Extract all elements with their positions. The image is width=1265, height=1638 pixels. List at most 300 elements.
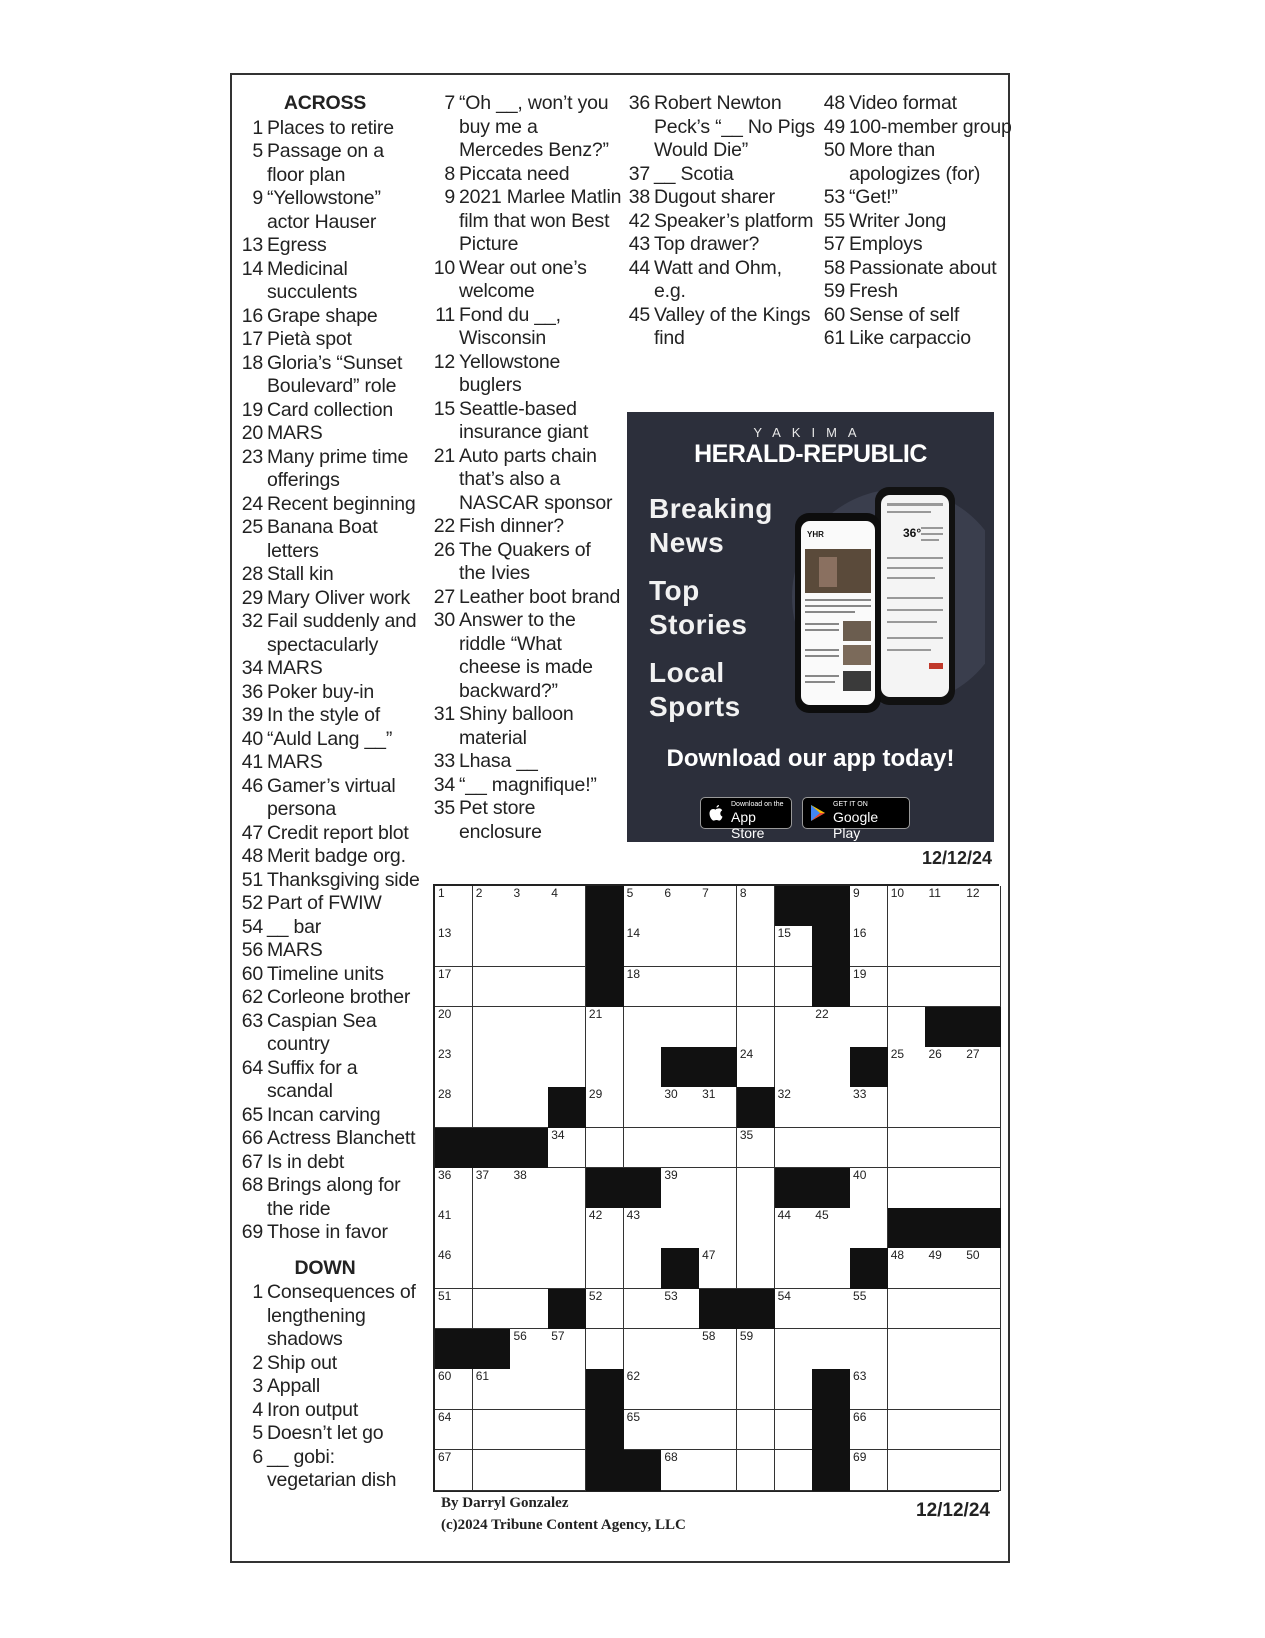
- grid-cell[interactable]: [888, 1087, 926, 1128]
- grid-cell[interactable]: [435, 1410, 473, 1451]
- across-clue-32[interactable]: [240, 610, 425, 657]
- cell-number: 57: [551, 1328, 565, 1343]
- grid-cell[interactable]: [435, 926, 473, 967]
- cell-number: 51: [438, 1288, 452, 1303]
- grid-cell[interactable]: [510, 1168, 548, 1209]
- grid-cell[interactable]: [888, 1410, 926, 1451]
- grid-cell[interactable]: [775, 1087, 813, 1128]
- cell-number: 59: [739, 1328, 754, 1343]
- grid-cell[interactable]: [473, 926, 511, 967]
- across-clue-25[interactable]: [240, 516, 425, 563]
- grid-cell[interactable]: [435, 1248, 473, 1289]
- cell-number: 15: [777, 926, 791, 941]
- app-store-badge[interactable]: [700, 797, 792, 841]
- grid-cell[interactable]: [850, 1087, 888, 1128]
- grid-cell[interactable]: [473, 1168, 511, 1209]
- grid-cell[interactable]: [775, 926, 813, 967]
- grid-cell[interactable]: [624, 1128, 662, 1169]
- grid-cell[interactable]: [737, 1208, 775, 1249]
- grid-cell[interactable]: [661, 1410, 699, 1451]
- grid-cell[interactable]: [548, 967, 586, 1008]
- grid-cell[interactable]: [510, 1047, 548, 1088]
- down-clue-50[interactable]: [822, 139, 1012, 186]
- grid-cell[interactable]: [435, 886, 473, 927]
- byline: By Darryl Gonzalez: [441, 1495, 569, 1511]
- grid-cell[interactable]: [888, 1369, 926, 1410]
- grid-cell[interactable]: [510, 1208, 548, 1249]
- grid-cell[interactable]: [925, 926, 963, 967]
- across-clue-68[interactable]: [240, 1174, 425, 1221]
- clue-number: 48: [241, 845, 263, 867]
- grid-cell[interactable]: [473, 967, 511, 1008]
- grid-cell[interactable]: [510, 1410, 548, 1451]
- down-clue-53[interactable]: [822, 186, 1012, 210]
- across-clue-62[interactable]: [240, 986, 425, 1010]
- across-clue-67[interactable]: [240, 1151, 425, 1175]
- grid-cell[interactable]: [435, 1007, 473, 1048]
- grid-cell[interactable]: [661, 1168, 699, 1209]
- across-clue-48[interactable]: [240, 845, 425, 869]
- grid-cell[interactable]: [510, 967, 548, 1008]
- grid-cell[interactable]: [963, 1410, 1001, 1451]
- grid-cell[interactable]: [963, 1128, 1001, 1169]
- clue-text: 2021 Marlee Matlin film that won Best Picture: [459, 186, 622, 255]
- grid-cell[interactable]: [925, 1369, 963, 1410]
- grid-cell[interactable]: [624, 1047, 662, 1088]
- grid-cell[interactable]: [925, 967, 963, 1008]
- grid-cell[interactable]: [510, 1450, 548, 1491]
- down-clue-9[interactable]: [432, 186, 622, 257]
- grid-cell[interactable]: [963, 1450, 1001, 1491]
- grid-cell[interactable]: [812, 1047, 850, 1088]
- grid-cell[interactable]: [699, 1410, 737, 1451]
- grid-cell[interactable]: [624, 1208, 662, 1249]
- grid-cell[interactable]: [548, 1128, 586, 1169]
- grid-cell[interactable]: [812, 1128, 850, 1169]
- grid-cell[interactable]: [888, 967, 926, 1008]
- grid-cell[interactable]: [737, 926, 775, 967]
- down-clue-60[interactable]: [822, 304, 1012, 328]
- herald-republic-ad[interactable]: [627, 412, 994, 842]
- grid-cell[interactable]: [850, 1289, 888, 1330]
- grid-cell[interactable]: [850, 967, 888, 1008]
- grid-cell[interactable]: [586, 1047, 624, 1088]
- grid-cell[interactable]: [775, 967, 813, 1008]
- grid-cell[interactable]: [775, 1329, 813, 1370]
- grid-cell[interactable]: [850, 1329, 888, 1370]
- grid-cell[interactable]: [624, 967, 662, 1008]
- across-clue-65[interactable]: [240, 1104, 425, 1128]
- clue-text: In the style of: [267, 704, 380, 726]
- grid-cell[interactable]: [850, 1450, 888, 1491]
- down-clue-2[interactable]: [240, 1352, 425, 1376]
- across-clue-28[interactable]: [240, 563, 425, 587]
- clue-text: Appall: [267, 1375, 321, 1397]
- across-clue-41[interactable]: [240, 751, 425, 775]
- grid-cell[interactable]: [473, 1450, 511, 1491]
- across-clue-51[interactable]: [240, 869, 425, 893]
- grid-cell[interactable]: [624, 926, 662, 967]
- grid-cell[interactable]: [737, 1369, 775, 1410]
- across-clue-9[interactable]: [240, 187, 425, 234]
- across-clue-46[interactable]: [240, 775, 425, 822]
- grid-cell[interactable]: [510, 1329, 548, 1370]
- grid-cell[interactable]: [699, 1007, 737, 1048]
- grid-cell[interactable]: [548, 1168, 586, 1209]
- down-clue-1[interactable]: [240, 1281, 425, 1352]
- grid-cell[interactable]: [699, 1087, 737, 1128]
- grid-cell[interactable]: [737, 1128, 775, 1169]
- across-clue-47[interactable]: [240, 822, 425, 846]
- grid-cell[interactable]: [510, 926, 548, 967]
- grid-cell[interactable]: [699, 1329, 737, 1370]
- down-clue-11[interactable]: [432, 304, 622, 351]
- grid-cell[interactable]: [963, 1168, 1001, 1209]
- grid-cell[interactable]: [737, 1329, 775, 1370]
- grid-cell[interactable]: [435, 1369, 473, 1410]
- grid-cell[interactable]: [925, 886, 963, 927]
- grid-cell[interactable]: [548, 1329, 586, 1370]
- grid-cell[interactable]: [850, 1168, 888, 1209]
- grid-cell[interactable]: [435, 1289, 473, 1330]
- grid-cell[interactable]: [510, 1289, 548, 1330]
- grid-cell[interactable]: [888, 1329, 926, 1370]
- down-clue-33[interactable]: [432, 750, 622, 774]
- grid-cell[interactable]: [963, 967, 1001, 1008]
- grid-cell[interactable]: [925, 1248, 963, 1289]
- down-clue-8[interactable]: [432, 163, 622, 187]
- grid-cell[interactable]: [888, 1047, 926, 1088]
- grid-cell[interactable]: [812, 1329, 850, 1370]
- grid-cell[interactable]: [510, 1007, 548, 1048]
- grid-cell[interactable]: [888, 1007, 926, 1048]
- across-clue-52[interactable]: [240, 892, 425, 916]
- clue-number: 20: [241, 422, 263, 444]
- down-clue-12[interactable]: [432, 351, 622, 398]
- grid-cell[interactable]: [737, 1410, 775, 1451]
- grid-cell[interactable]: [925, 1329, 963, 1370]
- clue-number: 53: [823, 186, 845, 208]
- down-clue-57[interactable]: [822, 233, 1012, 257]
- cell-number: 10: [890, 886, 905, 900]
- grid-cell[interactable]: [435, 1168, 473, 1209]
- down-clue-22[interactable]: [432, 515, 622, 539]
- clue-number: 56: [241, 939, 263, 961]
- grid-cell[interactable]: [850, 1007, 888, 1048]
- across-clue-19[interactable]: [240, 399, 425, 423]
- grid-cell[interactable]: [473, 1208, 511, 1249]
- grid-cell[interactable]: [548, 886, 586, 927]
- grid-cell[interactable]: [624, 1007, 662, 1048]
- grid-cell[interactable]: [699, 1369, 737, 1410]
- grid-cell[interactable]: [699, 1128, 737, 1169]
- grid-cell[interactable]: [888, 1128, 926, 1169]
- grid-cell[interactable]: [737, 1248, 775, 1289]
- grid-cell[interactable]: [473, 1007, 511, 1048]
- grid-cell[interactable]: [775, 1369, 813, 1410]
- grid-cell[interactable]: [888, 1248, 926, 1289]
- grid-cell[interactable]: [925, 1410, 963, 1451]
- cell-number: 24: [739, 1047, 754, 1062]
- down-clue-45[interactable]: [627, 304, 817, 351]
- across-clue-54[interactable]: [240, 916, 425, 940]
- google-play-badge[interactable]: [802, 797, 910, 841]
- across-clue-34[interactable]: [240, 657, 425, 681]
- across-clue-29[interactable]: [240, 587, 425, 611]
- grid-cell[interactable]: [775, 1450, 813, 1491]
- down-clue-31[interactable]: [432, 703, 622, 750]
- down-clue-37[interactable]: [627, 163, 817, 187]
- across-clue-20[interactable]: [240, 422, 425, 446]
- down-clue-55[interactable]: [822, 210, 1012, 234]
- grid-cell[interactable]: [850, 1208, 888, 1249]
- grid-cell[interactable]: [586, 1208, 624, 1249]
- grid-cell[interactable]: [624, 1289, 662, 1330]
- grid-cell[interactable]: [775, 1007, 813, 1048]
- grid-cell[interactable]: [435, 1087, 473, 1128]
- grid-cell[interactable]: [624, 1410, 662, 1451]
- grid-cell[interactable]: [548, 1047, 586, 1088]
- grid-cell[interactable]: [812, 1007, 850, 1048]
- grid-cell[interactable]: [737, 1007, 775, 1048]
- grid-cell[interactable]: [661, 886, 699, 927]
- grid-cell[interactable]: [586, 1128, 624, 1169]
- clue-text: Answer to the riddle “What cheese is made backward?”: [459, 609, 593, 702]
- clue-number: 37: [628, 162, 650, 185]
- grid-cell[interactable]: [661, 1208, 699, 1249]
- down-clue-6[interactable]: [240, 1446, 425, 1493]
- grid-cell[interactable]: [473, 1087, 511, 1128]
- grid-cell[interactable]: [624, 1369, 662, 1410]
- grid-cell[interactable]: [661, 926, 699, 967]
- grid-cell[interactable]: [775, 1047, 813, 1088]
- across-clue-60[interactable]: [240, 963, 425, 987]
- down-clue-58[interactable]: [822, 257, 1012, 281]
- grid-cell[interactable]: [473, 1248, 511, 1289]
- down-clue-3[interactable]: [240, 1375, 425, 1399]
- grid-cell[interactable]: [435, 1450, 473, 1491]
- grid-cell[interactable]: [850, 1410, 888, 1451]
- grid-cell[interactable]: [699, 1208, 737, 1249]
- across-clue-56[interactable]: [240, 939, 425, 963]
- grid-cell[interactable]: [661, 967, 699, 1008]
- down-clue-10[interactable]: [432, 257, 622, 304]
- grid-cell[interactable]: [586, 1248, 624, 1289]
- grid-cell[interactable]: [548, 1208, 586, 1249]
- grid-cell[interactable]: [661, 1007, 699, 1048]
- grid-cell[interactable]: [624, 1329, 662, 1370]
- grid-cell[interactable]: [963, 1047, 1001, 1088]
- grid-cell[interactable]: [624, 886, 662, 927]
- grid-cell[interactable]: [737, 1168, 775, 1209]
- grid-cell[interactable]: [548, 1410, 586, 1451]
- grid-cell[interactable]: [661, 1087, 699, 1128]
- grid-cell[interactable]: [925, 1289, 963, 1330]
- down-clue-5[interactable]: [240, 1422, 425, 1446]
- down-clue-27[interactable]: [432, 586, 622, 610]
- grid-cell[interactable]: [850, 886, 888, 927]
- across-clue-5[interactable]: [240, 140, 425, 187]
- grid-cell[interactable]: [435, 1208, 473, 1249]
- cell-number: 33: [853, 1087, 867, 1102]
- grid-cell[interactable]: [775, 1128, 813, 1169]
- grid-cell[interactable]: [699, 886, 737, 927]
- down-clue-26[interactable]: [432, 539, 622, 586]
- across-clue-64[interactable]: [240, 1057, 425, 1104]
- grid-cell[interactable]: [586, 1329, 624, 1370]
- clue-number: 38: [628, 186, 650, 208]
- grid-cell[interactable]: [699, 967, 737, 1008]
- grid-cell[interactable]: [963, 1248, 1001, 1289]
- across-clue-17[interactable]: [240, 328, 425, 352]
- across-clue-13[interactable]: [240, 234, 425, 258]
- grid-cell[interactable]: [473, 1410, 511, 1451]
- down-clue-43[interactable]: [627, 233, 817, 257]
- clue-number: 11: [435, 303, 455, 326]
- grid-cell[interactable]: [699, 1248, 737, 1289]
- grid-cell[interactable]: [473, 1369, 511, 1410]
- grid-cell[interactable]: [775, 1289, 813, 1330]
- cell-number: 44: [777, 1208, 791, 1223]
- grid-cell[interactable]: [548, 1369, 586, 1410]
- grid-cell[interactable]: [888, 1289, 926, 1330]
- grid-cell[interactable]: [737, 886, 775, 927]
- down-clue-44[interactable]: [627, 257, 817, 304]
- grid-cell[interactable]: [435, 1047, 473, 1088]
- ad-feature-top-stories: Top Stories: [649, 575, 748, 640]
- across-clue-39[interactable]: [240, 704, 425, 728]
- grid-cell[interactable]: [963, 1369, 1001, 1410]
- across-clue-14[interactable]: [240, 258, 425, 305]
- across-clue-63[interactable]: [240, 1010, 425, 1057]
- grid-cell[interactable]: [661, 1369, 699, 1410]
- clue-text: Pietà spot: [267, 328, 352, 350]
- grid-cell[interactable]: [888, 886, 926, 927]
- down-clue-61[interactable]: [822, 327, 1012, 351]
- down-clue-7[interactable]: [432, 92, 622, 163]
- grid-cell[interactable]: [737, 1450, 775, 1491]
- down-clue-34[interactable]: [432, 774, 622, 798]
- grid-cell[interactable]: [699, 926, 737, 967]
- grid-cell[interactable]: [548, 1450, 586, 1491]
- crossword-grid[interactable]: [433, 884, 999, 1492]
- clue-number: 62: [241, 986, 263, 1008]
- grid-cell[interactable]: [850, 926, 888, 967]
- grid-cell[interactable]: [775, 1208, 813, 1249]
- grid-cell[interactable]: [586, 1289, 624, 1330]
- grid-cell[interactable]: [925, 1450, 963, 1491]
- down-clue-38[interactable]: [627, 186, 817, 210]
- clue-number: 65: [241, 1103, 263, 1126]
- grid-cell[interactable]: [661, 1450, 699, 1491]
- grid-cell[interactable]: [661, 1289, 699, 1330]
- clue-text: “Get!”: [849, 186, 898, 208]
- grid-cell[interactable]: [737, 1047, 775, 1088]
- grid-cell[interactable]: [888, 926, 926, 967]
- down-clue-59[interactable]: [822, 280, 1012, 304]
- clue-text: Valley of the Kings find: [654, 303, 811, 349]
- across-clue-23[interactable]: [240, 446, 425, 493]
- grid-cell[interactable]: [510, 1087, 548, 1128]
- clue-text: More than apologizes (for): [849, 139, 981, 185]
- down-clue-21[interactable]: [432, 445, 622, 516]
- grid-cell[interactable]: [963, 886, 1001, 927]
- grid-cell[interactable]: [548, 926, 586, 967]
- grid-cell[interactable]: [624, 1087, 662, 1128]
- cell-number: 2: [475, 886, 483, 900]
- grid-cell[interactable]: [888, 1168, 926, 1209]
- grid-cell[interactable]: [888, 1450, 926, 1491]
- down-clue-4[interactable]: [240, 1399, 425, 1423]
- grid-cell[interactable]: [812, 1248, 850, 1289]
- across-clue-69[interactable]: [240, 1221, 425, 1245]
- grid-cell[interactable]: [850, 1369, 888, 1410]
- across-clue-40[interactable]: [240, 728, 425, 752]
- grid-cell[interactable]: [812, 1289, 850, 1330]
- grid-cell[interactable]: [510, 1369, 548, 1410]
- clue-number: 40: [241, 727, 263, 750]
- grid-cell[interactable]: [586, 1007, 624, 1048]
- grid-cell[interactable]: [510, 886, 548, 927]
- across-clue-36[interactable]: [240, 681, 425, 705]
- grid-cell[interactable]: [548, 1007, 586, 1048]
- across-clue-66[interactable]: [240, 1127, 425, 1151]
- grid-cell[interactable]: [548, 1248, 586, 1289]
- clue-number: 60: [241, 962, 263, 985]
- down-clue-35[interactable]: [432, 797, 622, 844]
- grid-cell[interactable]: [775, 1410, 813, 1451]
- grid-cell[interactable]: [661, 1329, 699, 1370]
- grid-cell[interactable]: [624, 1248, 662, 1289]
- grid-cell[interactable]: [925, 1087, 963, 1128]
- grid-cell[interactable]: [737, 967, 775, 1008]
- grid-cell[interactable]: [925, 1128, 963, 1169]
- grid-cell[interactable]: [963, 1087, 1001, 1128]
- across-clue-16[interactable]: [240, 305, 425, 329]
- grid-cell[interactable]: [963, 926, 1001, 967]
- grid-cell[interactable]: [925, 1047, 963, 1088]
- grid-cell[interactable]: [925, 1168, 963, 1209]
- grid-cell[interactable]: [473, 1047, 511, 1088]
- grid-cell[interactable]: [473, 1289, 511, 1330]
- grid-cell[interactable]: [435, 967, 473, 1008]
- grid-cell[interactable]: [699, 1168, 737, 1209]
- grid-cell[interactable]: [775, 1248, 813, 1289]
- grid-cell[interactable]: [850, 1128, 888, 1169]
- across-clue-18[interactable]: [240, 352, 425, 399]
- down-clue-36[interactable]: [627, 92, 817, 163]
- grid-cell[interactable]: [812, 1208, 850, 1249]
- down-clue-15[interactable]: [432, 398, 622, 445]
- down-clue-49[interactable]: [822, 116, 1012, 140]
- grid-cell[interactable]: [586, 1087, 624, 1128]
- down-clue-42[interactable]: [627, 210, 817, 234]
- down-clue-48[interactable]: [822, 92, 1012, 116]
- grid-cell[interactable]: [699, 1450, 737, 1491]
- grid-cell[interactable]: [661, 1128, 699, 1169]
- clue-text: Suffix for a scandal: [267, 1056, 358, 1102]
- grid-cell[interactable]: [812, 1087, 850, 1128]
- down-clue-30[interactable]: [432, 609, 622, 703]
- grid-cell[interactable]: [510, 1248, 548, 1289]
- across-clue-24[interactable]: [240, 493, 425, 517]
- clue-text: Writer Jong: [849, 209, 947, 232]
- across-clue-1[interactable]: [240, 117, 425, 141]
- grid-cell[interactable]: [963, 1289, 1001, 1330]
- grid-cell[interactable]: [473, 886, 511, 927]
- grid-cell[interactable]: [963, 1329, 1001, 1370]
- cell-number: 27: [966, 1047, 980, 1062]
